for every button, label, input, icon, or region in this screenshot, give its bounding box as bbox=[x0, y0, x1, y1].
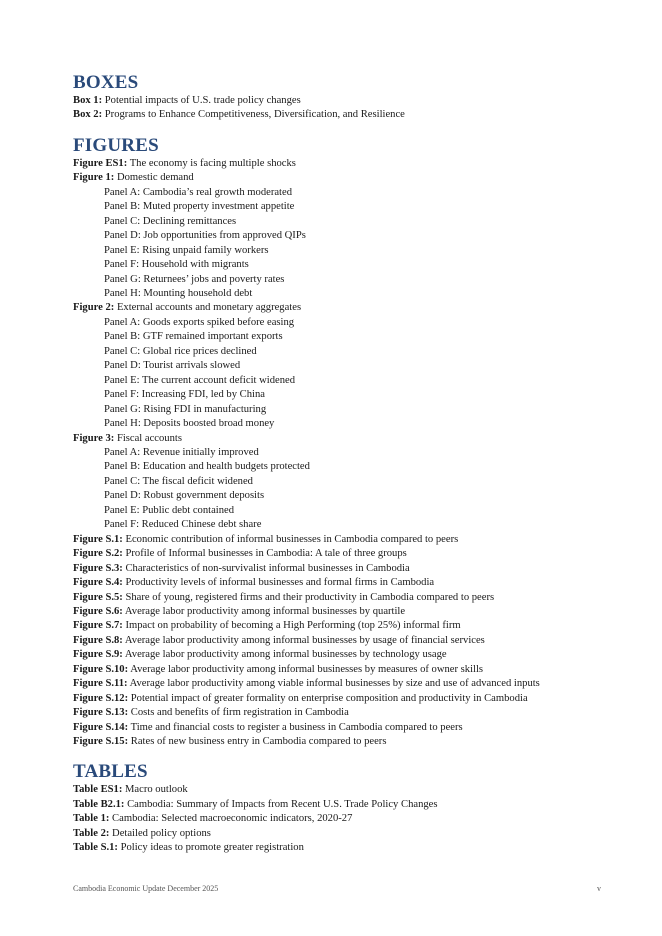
panel-entry bbox=[73, 287, 633, 301]
tables-list bbox=[73, 783, 633, 855]
figure-entry bbox=[73, 533, 633, 547]
entry-title: Profile of Informal businesses in Cambodia: A tale of three groups bbox=[122, 548, 407, 560]
panel-title: Panel A: Cambodia’s real growth moderated bbox=[104, 186, 292, 198]
table-entry bbox=[73, 798, 633, 812]
panel-title: Panel G: Rising FDI in manufacturing bbox=[104, 403, 267, 415]
entry-label: Table 1: bbox=[73, 813, 110, 825]
panel-entry bbox=[73, 215, 633, 229]
figure-entry bbox=[73, 677, 633, 691]
entry-label: Figure 3: bbox=[73, 432, 115, 444]
figure-entry bbox=[73, 605, 633, 619]
panel-title: Panel B: Education and health budgets protected bbox=[104, 461, 310, 473]
figures-heading: FIGURES bbox=[73, 134, 159, 156]
entry-title: Domestic demand bbox=[114, 172, 194, 184]
entry-title: Detailed policy options bbox=[109, 827, 211, 839]
panel-entry bbox=[73, 475, 633, 489]
entry-label: Figure S.7: bbox=[73, 620, 123, 632]
entry-label: Figure S.13: bbox=[73, 707, 129, 719]
entry-label: Figure S.12: bbox=[73, 692, 129, 704]
figure-entry bbox=[73, 157, 633, 171]
box-entry bbox=[73, 94, 633, 108]
entry-label: Figure S.11: bbox=[73, 678, 128, 690]
panel-title: Panel D: Robust government deposits bbox=[104, 490, 265, 502]
entry-label: Figure S.8: bbox=[73, 634, 123, 646]
panel-entry bbox=[73, 504, 633, 518]
boxes-list bbox=[73, 94, 633, 123]
panel-title: Panel B: Muted property investment appetite bbox=[104, 201, 295, 213]
entry-label: Figure S.6: bbox=[73, 605, 123, 617]
entry-label: Figure S.3: bbox=[73, 562, 123, 574]
panel-title: Panel B: GTF remained important exports bbox=[104, 331, 283, 343]
figure-entry bbox=[73, 171, 633, 185]
panel-title: Panel F: Increasing FDI, led by China bbox=[104, 389, 265, 401]
figure-entry bbox=[73, 706, 633, 720]
entry-title: Fiscal accounts bbox=[114, 432, 182, 444]
entry-label: Figure S.5: bbox=[73, 591, 123, 603]
entry-title: Costs and benefits of firm registration in Cambodia bbox=[128, 707, 349, 719]
panel-entry bbox=[73, 186, 633, 200]
entry-title: Productivity levels of informal businesses and formal firms in Cambodia bbox=[122, 577, 435, 589]
figure-entry bbox=[73, 648, 633, 662]
tables-section bbox=[73, 761, 633, 855]
figure-entry bbox=[73, 547, 633, 561]
list-of-boxes-figures-tables bbox=[73, 72, 633, 868]
entry-title: Economic contribution of informal businesses in Cambodia compared to peers bbox=[122, 533, 459, 545]
panel-entry bbox=[73, 200, 633, 214]
entry-label: Table ES1: bbox=[73, 784, 123, 796]
entry-label: Figure ES1: bbox=[73, 157, 128, 169]
figure-entry bbox=[73, 634, 633, 648]
panel-title: Panel A: Revenue initially improved bbox=[104, 446, 259, 458]
figure-entry bbox=[73, 576, 633, 590]
panel-title: Panel C: Global rice prices declined bbox=[104, 345, 257, 357]
entry-label: Table S.1: bbox=[73, 842, 118, 854]
entry-title: Cambodia: Summary of Impacts from Recent U.S. Trade Policy Changes bbox=[124, 798, 438, 810]
panel-title: Panel F: Reduced Chinese debt share bbox=[104, 519, 262, 531]
footer-publication-title: Cambodia Economic Update December 2025 bbox=[73, 884, 219, 893]
entry-label: Figure 1: bbox=[73, 172, 115, 184]
figure-entry bbox=[73, 591, 633, 605]
entry-title: Potential impacts of U.S. trade policy changes bbox=[102, 95, 301, 106]
entry-label: Figure S.4: bbox=[73, 577, 123, 589]
panel-entry bbox=[73, 273, 633, 287]
figure-entry bbox=[73, 619, 633, 633]
entry-title: Average labor productivity among informal businesses by usage of financial services bbox=[122, 634, 485, 646]
table-entry bbox=[73, 841, 633, 855]
panel-entry bbox=[73, 460, 633, 474]
panel-entry bbox=[73, 330, 633, 344]
entry-label: Figure 2: bbox=[73, 302, 115, 314]
entry-label: Table 2: bbox=[73, 827, 110, 839]
entry-title: Characteristics of non-survivalist informal businesses in Cambodia bbox=[122, 562, 410, 574]
entry-label: Box 2: bbox=[73, 109, 103, 121]
panel-title: Panel E: Rising unpaid family workers bbox=[104, 244, 269, 256]
footer-page-number: v bbox=[597, 884, 601, 893]
figure-entry bbox=[73, 432, 633, 446]
figure-entry bbox=[73, 721, 633, 735]
tables-heading: TABLES bbox=[73, 761, 148, 783]
figure-entry bbox=[73, 301, 633, 315]
panel-entry bbox=[73, 359, 633, 373]
table-entry bbox=[73, 812, 633, 826]
panel-entry bbox=[73, 388, 633, 402]
entry-title: Average labor productivity among informal businesses by measures of owner skills bbox=[128, 663, 484, 675]
boxes-heading: BOXES bbox=[73, 72, 139, 93]
panel-entry bbox=[73, 489, 633, 503]
entry-title: Policy ideas to promote greater registration bbox=[117, 842, 304, 854]
entry-title: Programs to Enhance Competitiveness, Diversification, and Resilience bbox=[102, 109, 405, 121]
entry-title: Macro outlook bbox=[122, 784, 188, 796]
entry-title: Impact on probability of becoming a High Performing (top 25%) informal firm bbox=[122, 620, 461, 632]
entry-title: Potential impact of greater formality on enterprise composition and productivity in Cambodia bbox=[128, 692, 528, 704]
panel-entry bbox=[73, 446, 633, 460]
entry-label: Figure S.15: bbox=[73, 736, 129, 748]
panel-entry bbox=[73, 258, 633, 272]
figure-entry bbox=[73, 562, 633, 576]
entry-title: Time and financial costs to register a business in Cambodia compared to peers bbox=[128, 721, 463, 733]
entry-label: Figure S.10: bbox=[73, 663, 129, 675]
panel-title: Panel E: The current account deficit widened bbox=[104, 374, 296, 386]
panel-entry bbox=[73, 374, 633, 388]
entry-title: Average labor productivity among informal businesses by technology usage bbox=[122, 649, 447, 661]
panel-title: Panel E: Public debt contained bbox=[104, 504, 235, 516]
panel-entry bbox=[73, 345, 633, 359]
entry-label: Figure S.9: bbox=[73, 649, 123, 661]
panel-title: Panel C: The fiscal deficit widened bbox=[104, 475, 253, 487]
entry-label: Table B2.1: bbox=[73, 798, 125, 810]
figure-entry bbox=[73, 663, 633, 677]
table-entry bbox=[73, 783, 633, 797]
entry-title: Average labor productivity among informal businesses by quartile bbox=[122, 605, 406, 617]
figure-entry bbox=[73, 735, 633, 749]
entry-title: Cambodia: Selected macroeconomic indicators, 2020-27 bbox=[109, 813, 353, 825]
figures-section bbox=[73, 135, 633, 750]
table-entry bbox=[73, 827, 633, 841]
panel-title: Panel D: Job opportunities from approved QIPs bbox=[104, 230, 306, 242]
panel-title: Panel A: Goods exports spiked before easing bbox=[104, 316, 295, 328]
panel-entry bbox=[73, 518, 633, 532]
entry-label: Figure S.2: bbox=[73, 548, 123, 560]
panel-entry bbox=[73, 417, 633, 431]
panel-entry bbox=[73, 244, 633, 258]
entry-title: Rates of new business entry in Cambodia compared to peers bbox=[128, 736, 387, 748]
panel-title: Panel C: Declining remittances bbox=[104, 215, 237, 227]
panel-entry bbox=[73, 403, 633, 417]
entry-title: Share of young, registered firms and their productivity in Cambodia compared to peers bbox=[122, 591, 495, 603]
entry-title: The economy is facing multiple shocks bbox=[127, 157, 296, 169]
panel-title: Panel H: Deposits boosted broad money bbox=[104, 418, 275, 430]
figure-entry bbox=[73, 692, 633, 706]
panel-title: Panel F: Household with migrants bbox=[104, 259, 249, 271]
panel-entry bbox=[73, 316, 633, 330]
entry-title: Average labor productivity among viable informal businesses by size and use of advanced inputs bbox=[127, 678, 540, 690]
boxes-section bbox=[73, 72, 633, 123]
panel-entry bbox=[73, 229, 633, 243]
entry-title: External accounts and monetary aggregates bbox=[114, 302, 302, 314]
entry-label: Figure S.1: bbox=[73, 533, 123, 545]
entry-label: Box 1: bbox=[73, 95, 103, 106]
figures-list bbox=[73, 157, 633, 750]
panel-title: Panel H: Mounting household debt bbox=[104, 287, 253, 299]
box-entry bbox=[73, 108, 633, 122]
panel-title: Panel G: Returnees’ jobs and poverty rates bbox=[104, 273, 285, 285]
entry-label: Figure S.14: bbox=[73, 721, 129, 733]
panel-title: Panel D: Tourist arrivals slowed bbox=[104, 360, 241, 372]
